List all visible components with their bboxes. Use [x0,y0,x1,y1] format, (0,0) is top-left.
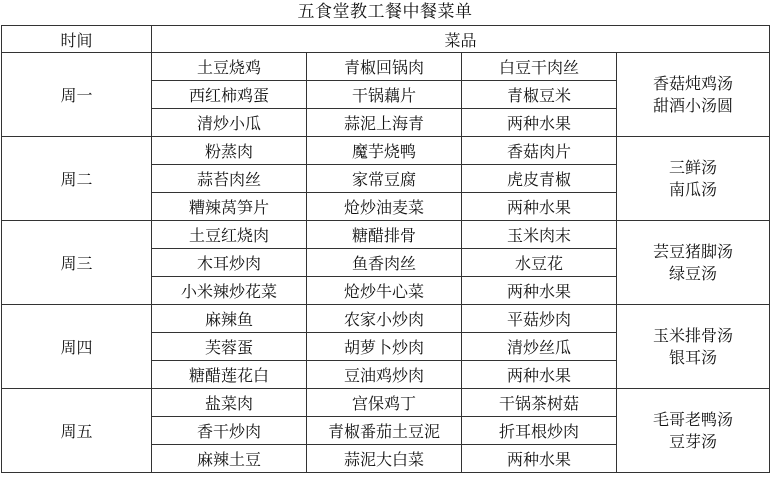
dish-cell: 清炒丝瓜 [462,333,617,361]
dish-cell: 青椒回锅肉 [307,53,462,81]
dish-cell: 水豆花 [462,249,617,277]
dish-cell: 香干炒肉 [152,417,307,445]
table-row [2,137,770,165]
dish-cell: 糟辣莴笋片 [152,193,307,221]
dish-cell: 青椒豆米 [462,81,617,109]
dish-cell: 两种水果 [462,109,617,137]
dishes-header: 菜品 [152,26,770,53]
soup-item: 玉米排骨汤 [653,325,734,345]
dish-cell: 两种水果 [462,445,617,473]
soup-item: 银耳汤 [669,347,718,367]
dish-cell: 胡萝卜炒肉 [307,333,462,361]
dish-cell: 干锅藕片 [307,81,462,109]
table-row [2,389,770,417]
dish-cell: 糖醋排骨 [307,221,462,249]
dish-cell: 芙蓉蛋 [152,333,307,361]
day-cell: 周四 [2,305,152,389]
dish-cell: 宫保鸡丁 [307,389,462,417]
menu-title: 五食堂教工餐中餐菜单 [297,2,473,22]
dish-cell: 平菇炒肉 [462,305,617,333]
time-header: 时间 [2,26,152,53]
table-row [2,221,770,249]
day-cell: 周三 [2,221,152,305]
dish-cell: 两种水果 [462,277,617,305]
dish-cell: 木耳炒肉 [152,249,307,277]
dish-cell: 土豆烧鸡 [152,53,307,81]
dish-cell: 玉米肉末 [462,221,617,249]
dish-cell: 鱼香肉丝 [307,249,462,277]
soup-item: 芸豆猪脚汤 [653,241,734,261]
soup-cell [617,305,770,389]
dish-cell: 麻辣土豆 [152,445,307,473]
dish-cell: 粉蒸肉 [152,137,307,165]
dish-cell: 土豆红烧肉 [152,221,307,249]
soup-item: 豆芽汤 [669,431,718,451]
dish-cell: 西红柿鸡蛋 [152,81,307,109]
menu-table [1,25,770,473]
dish-cell: 糖醋莲花白 [152,361,307,389]
day-cell: 周二 [2,137,152,221]
dish-cell: 炝炒牛心菜 [307,277,462,305]
soup-item: 香菇炖鸡汤 [653,73,734,93]
dish-cell: 蒜泥上海青 [307,109,462,137]
dish-cell: 青椒番茄土豆泥 [307,417,462,445]
dish-cell: 干锅茶树菇 [462,389,617,417]
soup-item: 毛哥老鸭汤 [653,409,734,429]
table-row [2,305,770,333]
dish-cell: 家常豆腐 [307,165,462,193]
dish-cell: 蒜苔肉丝 [152,165,307,193]
dish-cell: 折耳根炒肉 [462,417,617,445]
soup-item: 绿豆汤 [669,263,718,283]
soup-item: 甜酒小汤圆 [653,95,734,115]
dish-cell: 豆油鸡炒肉 [307,361,462,389]
soup-item: 南瓜汤 [669,179,718,199]
soup-cell [617,53,770,137]
header-row [2,26,770,53]
dish-cell: 小米辣炒花菜 [152,277,307,305]
dish-cell: 蒜泥大白菜 [307,445,462,473]
dish-cell: 麻辣鱼 [152,305,307,333]
dish-cell: 魔芋烧鸭 [307,137,462,165]
soup-item: 三鲜汤 [669,157,718,177]
soup-cell [617,389,770,473]
day-cell: 周五 [2,389,152,473]
table-row [2,53,770,81]
soup-cell [617,221,770,305]
dish-cell: 清炒小瓜 [152,109,307,137]
day-cell: 周一 [2,53,152,137]
dish-cell: 炝炒油麦菜 [307,193,462,221]
dish-cell: 两种水果 [462,361,617,389]
soup-cell [617,137,770,221]
dish-cell: 盐菜肉 [152,389,307,417]
dish-cell: 农家小炒肉 [307,305,462,333]
dish-cell: 白豆干肉丝 [462,53,617,81]
dish-cell: 两种水果 [462,193,617,221]
dish-cell: 香菇肉片 [462,137,617,165]
dish-cell: 虎皮青椒 [462,165,617,193]
